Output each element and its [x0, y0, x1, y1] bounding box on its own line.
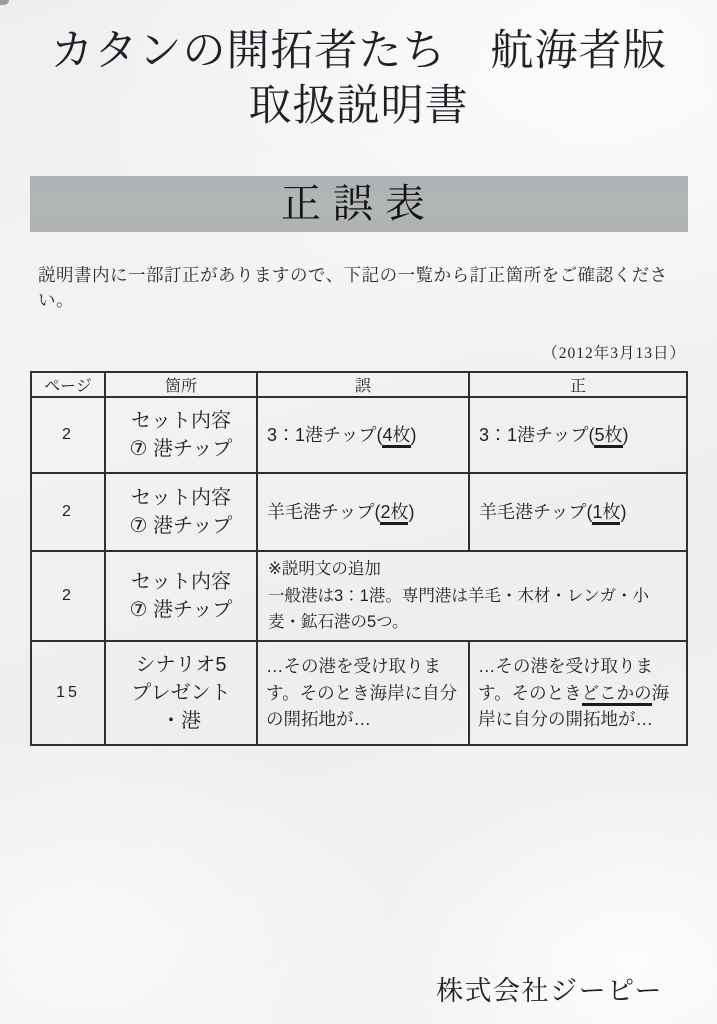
row1-right-underlined: 5枚: [594, 425, 622, 448]
row3-note: [257, 551, 687, 641]
row2-location-line2: ⑦ 港チップ: [129, 515, 233, 537]
row4-right-tail: 海岸に自分の開拓地が…: [478, 682, 670, 730]
row1-page: 2: [31, 397, 105, 473]
row2-right-underlined: 1枚: [592, 502, 620, 525]
row2-wrong-underlined: 2枚: [380, 502, 408, 525]
row3-location: [105, 551, 257, 641]
row1-wrong: [257, 397, 469, 473]
revision-date: （2012年3月13日）: [542, 345, 686, 362]
row1-right-tail: ): [622, 424, 629, 445]
row4-right: [469, 641, 687, 745]
row2-page: 2: [31, 473, 105, 551]
row3-location-line1: セット内容: [131, 570, 231, 593]
company-name: 株式会社ジーピー: [436, 976, 663, 1006]
row3-location-line2: ⑦ 港チップ: [129, 599, 233, 622]
header-page: ページ: [31, 372, 105, 397]
row4-right-underlined: どこかの: [582, 683, 652, 706]
table-row: [31, 397, 687, 473]
row2-wrong: [257, 473, 469, 551]
row2-location: [105, 473, 257, 551]
row2-right-tail: ): [620, 501, 627, 522]
row4-location-line1: シナリオ5: [135, 653, 227, 676]
row1-location-line2: ⑦ 港チップ: [129, 438, 233, 460]
row1-right-text: 3：1港チップ(: [479, 424, 595, 445]
row4-right-text: …その港を受け取ります。そのとき: [478, 656, 653, 703]
row4-wrong: [257, 641, 469, 745]
row2-right-text: 羊毛港チップ(: [479, 501, 593, 522]
table-header-row: [31, 372, 687, 397]
intro-text: 説明書内に一部訂正がありますので、下記の一覧から訂正箇所をご確認ください。: [38, 265, 668, 310]
document-title: [0, 24, 717, 134]
row2-location-line1: セット内容: [131, 486, 231, 509]
errata-table: [30, 371, 688, 746]
row4-page: 15: [31, 641, 105, 745]
row3-page: 2: [31, 551, 105, 641]
table-row: [31, 473, 687, 551]
row1-right: [469, 397, 687, 473]
errata-banner-title: 正誤表: [281, 182, 437, 226]
row1-location-line1: セット内容: [131, 409, 231, 432]
row2-wrong-text: 羊毛港チップ(: [267, 501, 381, 522]
header-right: 正: [469, 372, 687, 397]
row1-wrong-underlined: 4枚: [382, 425, 410, 448]
row4-wrong-text: …その港を受け取ります。そのとき海岸に自分の開拓地が…: [266, 656, 458, 730]
row4-location-line3: ・港: [161, 710, 201, 733]
table-row: [31, 641, 687, 745]
row4-location: [105, 641, 257, 745]
row1-wrong-tail: ): [410, 424, 417, 445]
row3-note-body: 一般港は3：1港。専門港は羊毛・木材・レンガ・小麦・鉱石港の5つ。: [268, 586, 649, 632]
row2-right: [469, 473, 687, 551]
row4-location-line2: プレゼント: [131, 681, 231, 704]
document-title-line1: カタンの開拓者たち 航海者版: [50, 27, 667, 75]
row1-location: [105, 397, 257, 473]
table-row: [31, 551, 687, 641]
header-wrong: 誤: [257, 372, 469, 397]
scan-corner-smudge: [0, 0, 9, 5]
header-location: 箇所: [105, 372, 257, 397]
row1-wrong-text: 3：1港チップ(: [267, 424, 383, 445]
row3-note-line1: ※説明文の追加: [268, 560, 381, 578]
document-title-line2: 取扱説明書: [248, 82, 469, 130]
errata-banner: [30, 176, 688, 232]
row2-wrong-tail: ): [408, 501, 415, 522]
